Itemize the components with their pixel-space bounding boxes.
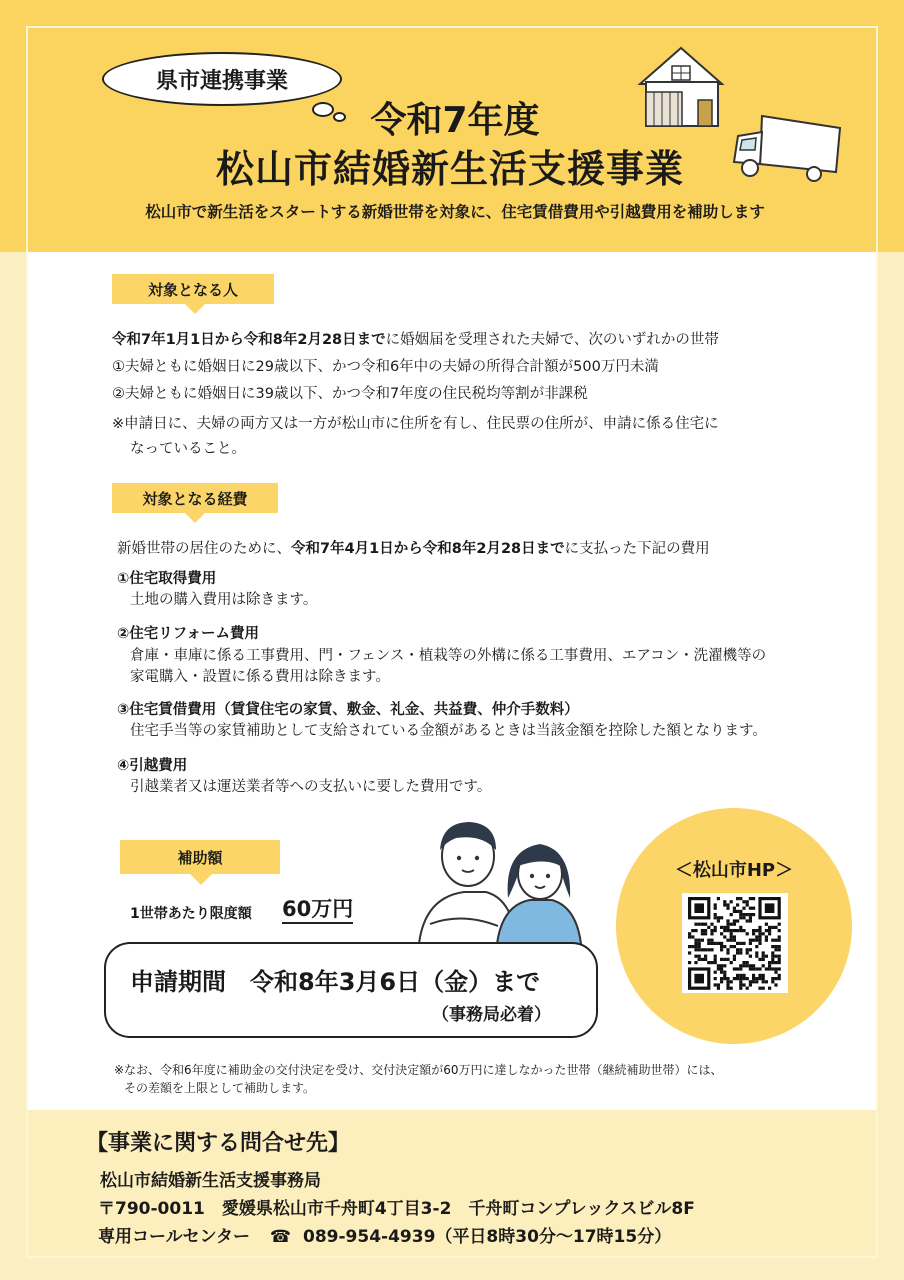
limit-amount: 60万円 <box>282 896 353 924</box>
contact-phone-label: 専用コールセンター <box>98 1227 250 1247</box>
cost-3-desc: 住宅手当等の家賃補助として支給されている金額があるときは当該金額を控除した額となります。 <box>130 723 767 739</box>
phone-icon: ☎ <box>269 1227 292 1247</box>
application-period: 申請期間 令和8年3月6日（金）まで <box>130 968 541 996</box>
eligibility-item-2: ②夫婦ともに婚姻日に39歳以下、かつ令和7年度の住民税均等割が非課税 <box>112 386 588 402</box>
page-title: 松山市結婚新生活支援事業 <box>215 147 684 191</box>
cost-2-title: ②住宅リフォーム費用 <box>117 626 260 642</box>
tag-amount: 補助額 <box>120 840 280 874</box>
title-year: 令和7年度 <box>370 100 540 141</box>
contact-organization: 松山市結婚新生活支援事務局 <box>100 1171 321 1191</box>
tag-target-costs: 対象となる経費 <box>112 483 278 513</box>
cost-2-desc-1: 倉庫・車庫に係る工事費用、門・フェンス・植栽等の外構に係る工事費用、エアコン・洗濯機等の <box>130 648 767 664</box>
qr-code[interactable] <box>682 893 788 993</box>
hp-label: ＜松山市HP＞ <box>674 860 794 881</box>
cost-1-desc: 土地の購入費用は除きます。 <box>130 592 318 608</box>
eligibility-lead: 令和7年1月1日から令和8年2月28日までに婚姻届を受理された夫婦で、次のいずれかの世帯 <box>112 332 719 348</box>
footnote-line-1: ※なお、令和6年度に補助金の交付決定を受け、交付決定額が60万円に達しなかった世帯（継続補助世帯）には、 <box>114 1063 723 1077</box>
subtitle: 松山市で新生活をスタートする新婚世帯を対象に、住宅賃借費用や引越費用を補助します <box>145 203 765 221</box>
eligibility-note: ※申請日に、夫婦の両方又は一方が松山市に住所を有し、住民票の住所が、申請に係る住宅に <box>112 416 719 432</box>
limit-label: 1世帯あたり限度額 <box>130 906 252 922</box>
costs-lead: 新婚世帯の居住のために、令和7年4月1日から令和8年2月28日までに支払った下記の費用 <box>117 541 710 557</box>
tag-pointer <box>185 513 205 523</box>
cost-2-desc-2: 家電購入・設置に係る費用は除きます。 <box>130 669 390 685</box>
footnote-line-2: その差額を上限として補助します。 <box>124 1081 316 1095</box>
collab-badge: 県市連携事業 <box>102 52 342 106</box>
eligibility-note-cont: なっていること。 <box>130 441 246 457</box>
tag-pointer <box>185 304 205 314</box>
contact-heading: 【事業に関する問合せ先】 <box>86 1131 351 1156</box>
cost-4-title: ④引越費用 <box>117 758 188 774</box>
cost-4-desc: 引越業者又は運送業者等への支払いに要した費用です。 <box>130 779 492 795</box>
couple-illustration <box>412 816 592 956</box>
tag-pointer <box>190 874 212 885</box>
cost-3-title: ③住宅賃借費用（賃貸住宅の家賃、敷金、礼金、共益費、仲介手数料） <box>117 702 579 718</box>
contact-phone-row <box>98 1222 671 1247</box>
truck-icon <box>730 112 844 182</box>
application-deadline-note: （事務局必着） <box>432 1005 551 1025</box>
house-icon <box>636 44 726 130</box>
contact-phone-number[interactable]: 089-954-4939（平日8時30分～17時15分） <box>303 1227 672 1247</box>
eligibility-item-1: ①夫婦ともに婚姻日に29歳以下、かつ令和6年中の夫婦の所得合計額が500万円未満 <box>112 359 659 375</box>
tag-target-people: 対象となる人 <box>112 274 274 304</box>
cost-1-title: ①住宅取得費用 <box>117 571 217 587</box>
contact-address: 〒790-0011 愛媛県松山市千舟町4丁目3-2 千舟町コンプレックスビル8F <box>98 1199 695 1219</box>
